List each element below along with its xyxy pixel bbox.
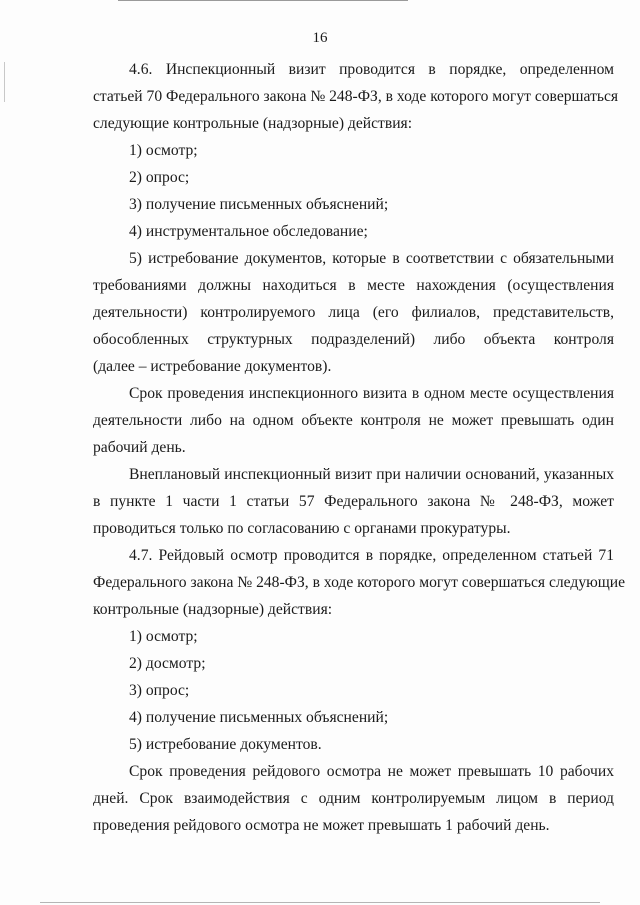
text-line: следующие контрольные (надзорные) действия: bbox=[93, 115, 413, 132]
list-item: 2) досмотр; bbox=[129, 655, 206, 672]
paragraph-unscheduled-visit bbox=[93, 461, 614, 542]
text-line: контрольные (надзорные) действия: bbox=[93, 601, 333, 618]
text-line: проведения рейдового осмотра не может превышать 1 рабочий день. bbox=[93, 817, 550, 834]
scan-artifact-left bbox=[4, 62, 5, 102]
text-line: 5) истребование документов, которые в соответствии с обязательными bbox=[129, 250, 614, 267]
list-item: 2) опрос; bbox=[129, 169, 190, 186]
list-item: 3) опрос; bbox=[129, 682, 190, 699]
list-item: 1) осмотр; bbox=[129, 142, 198, 159]
list-item: 4) инструментальное обследование; bbox=[129, 223, 368, 240]
text-line: деятельности либо на одном объекте контроля не может превышать один bbox=[93, 412, 614, 429]
text-line: статьей 70 Федерального закона № 248-ФЗ, в ходе которого могут совершаться bbox=[93, 88, 619, 105]
list-item: 1) осмотр; bbox=[129, 628, 198, 645]
scan-artifact-bottom bbox=[40, 902, 600, 903]
text-line: Внеплановый инспекционный визит при наличии оснований, указанных bbox=[129, 466, 614, 483]
text-line: дней. Срок взаимодействия с одним контролируемым лицом в период bbox=[93, 790, 614, 807]
text-line: (далее – истребование документов). bbox=[93, 358, 332, 375]
text-line: 4.7. Рейдовый осмотр проводится в порядке, определенном статьей 71 bbox=[129, 547, 614, 564]
text-line: 4.6. Инспекционный визит проводится в порядке, определенном bbox=[129, 61, 614, 78]
text-line: в пункте 1 части 1 статьи 57 Федерального закона № 248-ФЗ, может bbox=[93, 493, 614, 510]
list-item: 4) получение письменных объяснений; bbox=[129, 709, 389, 726]
text-line: проводиться только по согласованию с органами прокуратуры. bbox=[93, 520, 511, 537]
page-number: 16 bbox=[312, 30, 328, 46]
list-item: 5) истребование документов. bbox=[129, 736, 322, 753]
text-line: рабочий день. bbox=[93, 439, 186, 456]
text-line: Срок проведения инспекционного визита в одном месте осуществления bbox=[129, 385, 614, 402]
text-line: деятельности) контролируемого лица (его филиалов, представительств, bbox=[93, 304, 614, 321]
paragraph-4-7 bbox=[93, 542, 626, 623]
text-line: требованиями должны находиться в месте нахождения (осуществления bbox=[93, 277, 614, 294]
text-line: Срок проведения рейдового осмотра не может превышать 10 рабочих bbox=[129, 763, 614, 780]
document-body bbox=[93, 56, 626, 839]
paragraph-raid-term bbox=[93, 758, 614, 839]
list-item: 3) получение письменных объяснений; bbox=[129, 196, 389, 213]
paragraph-inspection-term bbox=[93, 380, 614, 461]
list-item-5-paragraph bbox=[93, 245, 614, 380]
text-line: Федерального закона № 248-ФЗ, в ходе которого могут совершаться следующие bbox=[93, 574, 626, 591]
text-line: обособленных структурных подразделений) либо объекта контроля bbox=[93, 331, 614, 348]
paragraph-4-6 bbox=[93, 56, 619, 137]
scan-artifact-top bbox=[118, 0, 408, 1]
